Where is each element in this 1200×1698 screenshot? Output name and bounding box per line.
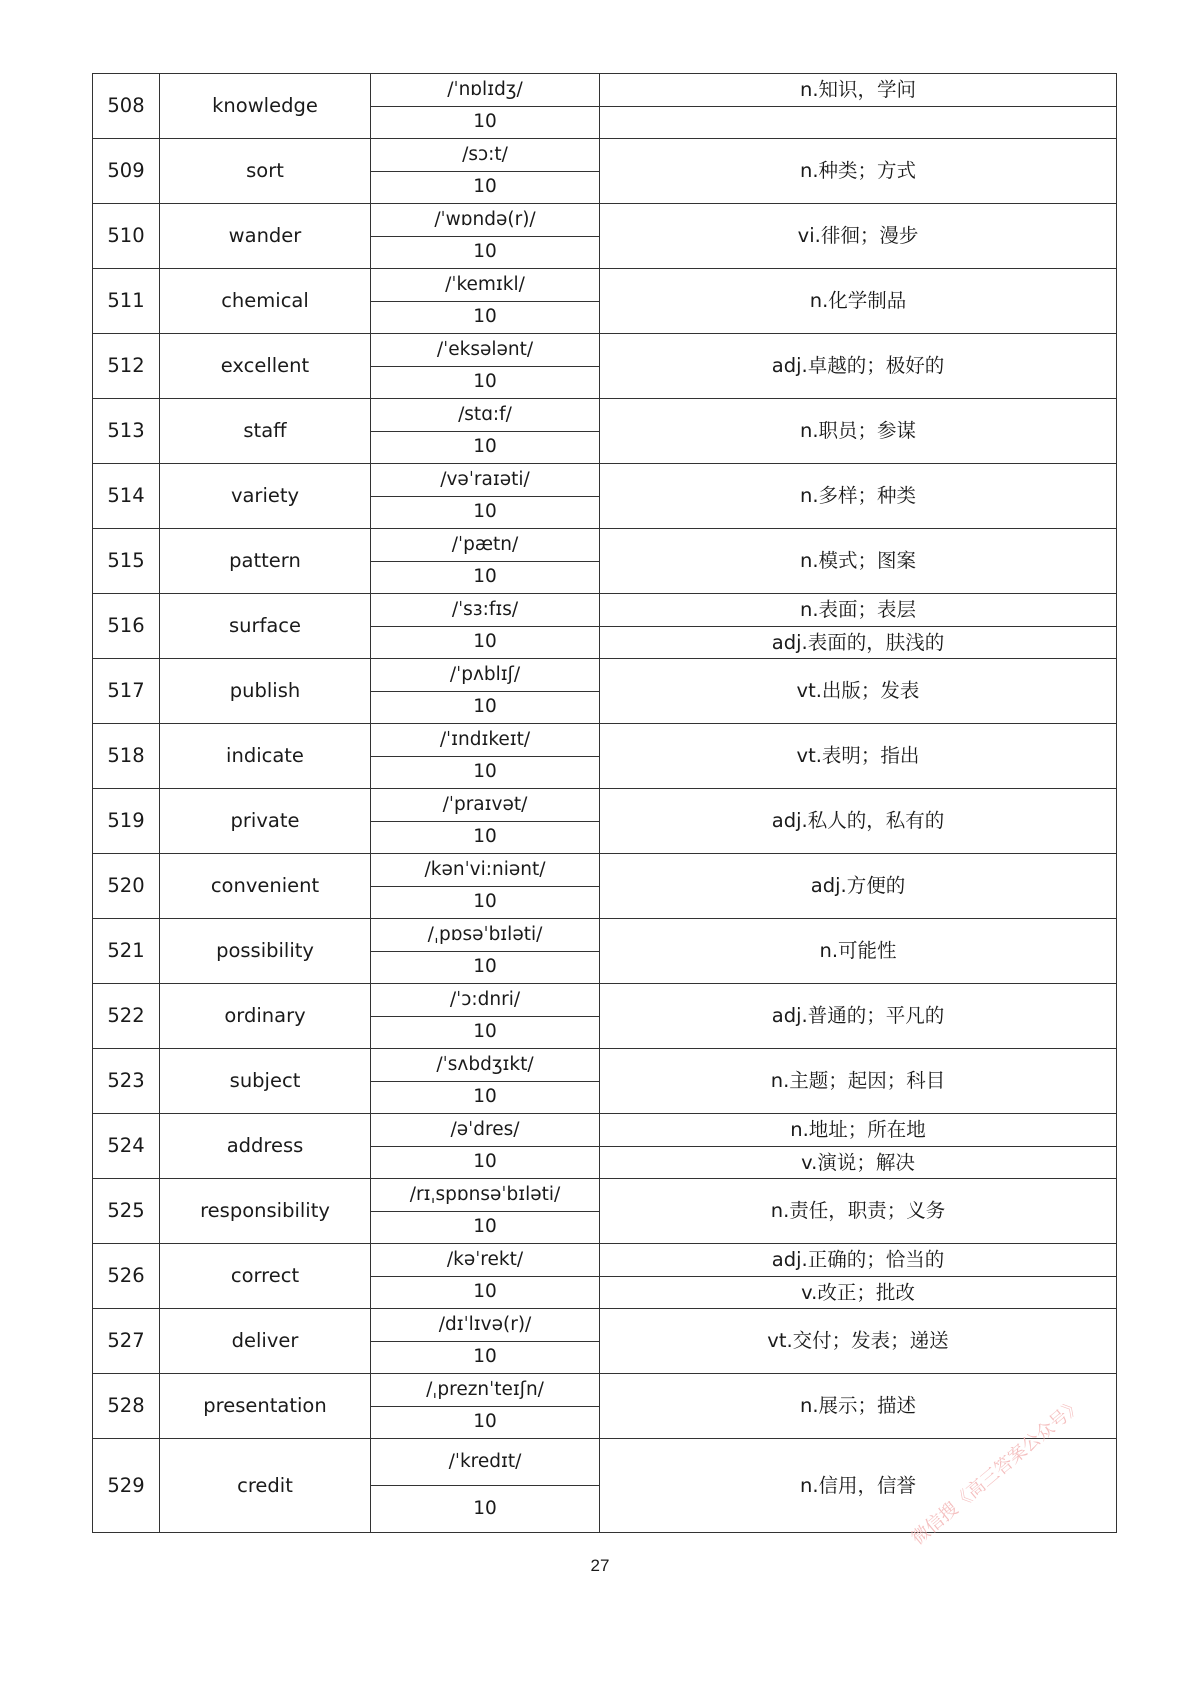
entry-phonetic: /ˈpraɪvət/ (371, 789, 600, 822)
entry-meaning: n.主题；起因；科目 (600, 1049, 1117, 1114)
entry-word: ordinary (160, 984, 371, 1049)
entry-frequency: 10 (371, 301, 600, 334)
entry-meaning: n.模式；图案 (600, 529, 1117, 594)
entry-frequency: 10 (371, 1276, 600, 1309)
table-row (93, 1179, 1117, 1212)
entry-word: possibility (160, 919, 371, 984)
entry-phonetic: /stɑ:f/ (371, 399, 600, 432)
watermark: 微信搜《高三答案公众号》 (907, 1394, 1087, 1550)
entry-frequency: 10 (371, 821, 600, 854)
table-row (93, 1114, 1117, 1147)
page-number: 27 (590, 1556, 610, 1575)
entry-word: publish (160, 659, 371, 724)
entry-frequency: 10 (371, 1341, 600, 1374)
table-row (93, 594, 1117, 627)
entry-phonetic: /rɪˌspɒnsəˈbɪləti/ (371, 1179, 600, 1212)
entry-word: subject (160, 1049, 371, 1114)
table-row (93, 1049, 1117, 1082)
entry-phonetic: /dɪˈlɪvə(r)/ (371, 1309, 600, 1342)
table-row (93, 139, 1117, 172)
entry-frequency: 10 (371, 561, 600, 594)
entry-number: 529 (93, 1439, 160, 1533)
entry-number: 513 (93, 399, 160, 464)
entry-meaning: n.责任，职责；义务 (600, 1179, 1117, 1244)
entry-frequency: 10 (371, 756, 600, 789)
entry-phonetic: /əˈdres/ (371, 1114, 600, 1147)
entry-word: surface (160, 594, 371, 659)
entry-word: address (160, 1114, 371, 1179)
entry-phonetic: /ˈkemɪkl/ (371, 269, 600, 302)
entry-number: 514 (93, 464, 160, 529)
entry-word: responsibility (160, 1179, 371, 1244)
entry-meaning: vt.表明；指出 (600, 724, 1117, 789)
entry-frequency: 10 (371, 431, 600, 464)
table-row (93, 1374, 1117, 1407)
entry-phonetic: /ˈnɒlɪdʒ/ (371, 74, 600, 107)
table-row (93, 1439, 1117, 1486)
entry-meaning: n.化学制品 (600, 269, 1117, 334)
entry-meaning-secondary: v.改正；批改 (600, 1276, 1117, 1309)
entry-meaning: n.可能性 (600, 919, 1117, 984)
entry-meaning: n.知识，学问 (600, 74, 1117, 107)
entry-phonetic: /ˈsɜ:fɪs/ (371, 594, 600, 627)
entry-number: 517 (93, 659, 160, 724)
entry-meaning-secondary: v.演说；解决 (600, 1146, 1117, 1179)
entry-number: 519 (93, 789, 160, 854)
entry-word: wander (160, 204, 371, 269)
entry-meaning: vt.交付；发表；递送 (600, 1309, 1117, 1374)
entry-number: 510 (93, 204, 160, 269)
entry-word: deliver (160, 1309, 371, 1374)
entry-number: 526 (93, 1244, 160, 1309)
entry-number: 511 (93, 269, 160, 334)
entry-number: 512 (93, 334, 160, 399)
entry-frequency: 10 (371, 1016, 600, 1049)
entry-frequency: 10 (371, 886, 600, 919)
entry-phonetic: /ˈpʌblɪʃ/ (371, 659, 600, 692)
entry-meaning: n.地址；所在地 (600, 1114, 1117, 1147)
entry-number: 525 (93, 1179, 160, 1244)
entry-number: 528 (93, 1374, 160, 1439)
entry-frequency: 10 (371, 1211, 600, 1244)
table-row (93, 1244, 1117, 1277)
entry-phonetic: /kənˈvi:niənt/ (371, 854, 600, 887)
entry-frequency: 10 (371, 106, 600, 139)
entry-phonetic: /ˈpætn/ (371, 529, 600, 562)
entry-number: 527 (93, 1309, 160, 1374)
entry-phonetic: /ˈeksələnt/ (371, 334, 600, 367)
table-row (93, 464, 1117, 497)
table-row (93, 74, 1117, 107)
entry-meaning: adj.普通的；平凡的 (600, 984, 1117, 1049)
entry-frequency: 10 (371, 1486, 600, 1533)
entry-number: 524 (93, 1114, 160, 1179)
entry-word: private (160, 789, 371, 854)
entry-phonetic: /ˈwɒndə(r)/ (371, 204, 600, 237)
table-row (93, 529, 1117, 562)
entry-phonetic: /ˈkredɪt/ (371, 1439, 600, 1486)
entry-meaning: n.信用，信誉 (600, 1439, 1117, 1533)
entry-word: variety (160, 464, 371, 529)
entry-frequency: 10 (371, 236, 600, 269)
entry-frequency: 10 (371, 951, 600, 984)
entry-meaning: n.表面；表层 (600, 594, 1117, 627)
entry-meaning: adj.方便的 (600, 854, 1117, 919)
entry-phonetic: /ˈɪndɪkeɪt/ (371, 724, 600, 757)
entry-word: correct (160, 1244, 371, 1309)
entry-meaning: n.种类；方式 (600, 139, 1117, 204)
entry-number: 518 (93, 724, 160, 789)
entry-number: 523 (93, 1049, 160, 1114)
table-row (93, 1309, 1117, 1342)
entry-number: 508 (93, 74, 160, 139)
entry-word: presentation (160, 1374, 371, 1439)
entry-phonetic: /ˌpɒsəˈbɪləti/ (371, 919, 600, 952)
table-row (93, 269, 1117, 302)
entry-word: convenient (160, 854, 371, 919)
entry-meaning: vi.徘徊；漫步 (600, 204, 1117, 269)
entry-phonetic: /ˈsʌbdʒɪkt/ (371, 1049, 600, 1082)
entry-number: 509 (93, 139, 160, 204)
entry-word: pattern (160, 529, 371, 594)
entry-phonetic: /sɔ:t/ (371, 139, 600, 172)
entry-meaning: adj.私人的，私有的 (600, 789, 1117, 854)
entry-meaning: vt.出版；发表 (600, 659, 1117, 724)
entry-number: 516 (93, 594, 160, 659)
entry-frequency: 10 (371, 1406, 600, 1439)
entry-number: 520 (93, 854, 160, 919)
entry-number: 521 (93, 919, 160, 984)
entry-frequency: 10 (371, 496, 600, 529)
entry-number: 522 (93, 984, 160, 1049)
entry-word: sort (160, 139, 371, 204)
entry-number: 515 (93, 529, 160, 594)
entry-meaning: n.多样；种类 (600, 464, 1117, 529)
entry-phonetic: /ˌpreznˈteɪʃn/ (371, 1374, 600, 1407)
entry-word: excellent (160, 334, 371, 399)
entry-meaning: n.职员；参谋 (600, 399, 1117, 464)
entry-meaning-secondary (600, 106, 1117, 139)
table-row (93, 204, 1117, 237)
entry-phonetic: /ˈɔ:dnri/ (371, 984, 600, 1017)
entry-word: credit (160, 1439, 371, 1533)
entry-word: staff (160, 399, 371, 464)
entry-meaning: adj.卓越的；极好的 (600, 334, 1117, 399)
entry-meaning: adj.正确的；恰当的 (600, 1244, 1117, 1277)
table-row (93, 984, 1117, 1017)
entry-frequency: 10 (371, 1146, 600, 1179)
table-row (93, 919, 1117, 952)
entry-meaning: n.展示；描述 (600, 1374, 1117, 1439)
entry-word: chemical (160, 269, 371, 334)
entry-phonetic: /vəˈraɪəti/ (371, 464, 600, 497)
table-row (93, 724, 1117, 757)
vocabulary-table-body (93, 74, 1117, 1533)
entry-word: knowledge (160, 74, 371, 139)
table-row (93, 659, 1117, 692)
entry-frequency: 10 (371, 691, 600, 724)
entry-frequency: 10 (371, 171, 600, 204)
table-row (93, 854, 1117, 887)
vocabulary-table (92, 73, 1117, 1533)
entry-word: indicate (160, 724, 371, 789)
entry-frequency: 10 (371, 1081, 600, 1114)
entry-phonetic: /kəˈrekt/ (371, 1244, 600, 1277)
table-row (93, 334, 1117, 367)
entry-frequency: 10 (371, 626, 600, 659)
entry-meaning-secondary: adj.表面的，肤浅的 (600, 626, 1117, 659)
entry-frequency: 10 (371, 366, 600, 399)
table-row (93, 789, 1117, 822)
table-row (93, 399, 1117, 432)
